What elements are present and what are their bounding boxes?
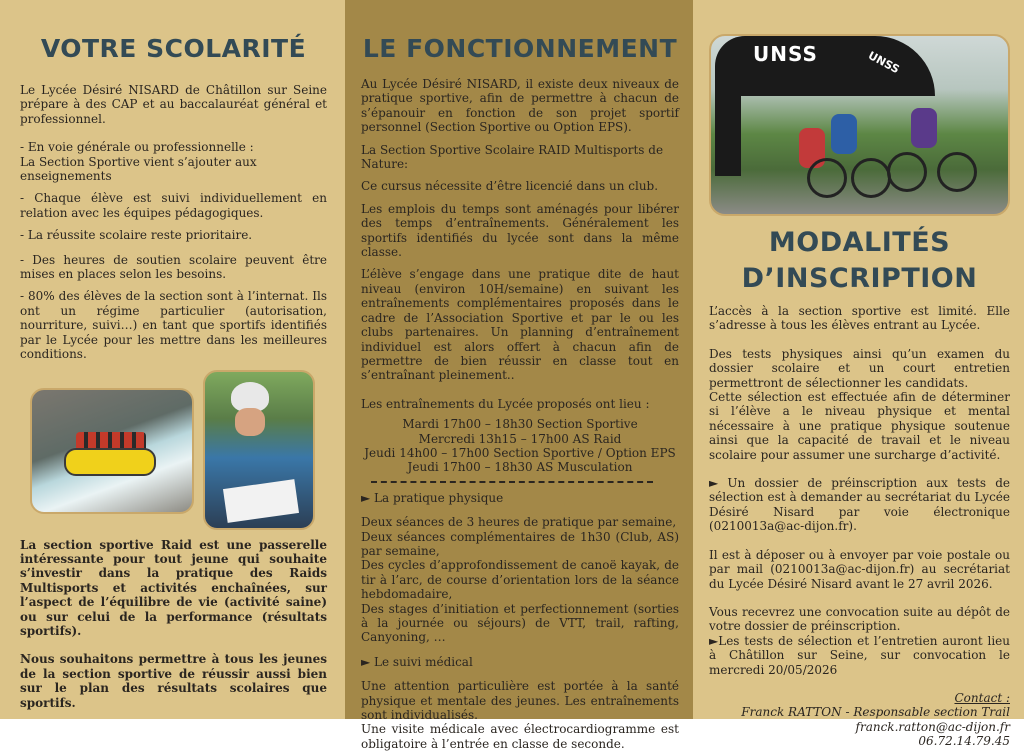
photo-group	[20, 370, 327, 528]
column-inscription	[693, 0, 1024, 749]
schedule-intro: Les entraînements du Lycée proposés ont lieu :	[361, 396, 650, 411]
section-heading: La Section Sportive Scolaire RAID Multisports de Nature:	[361, 142, 664, 172]
medical-heading: ► Le suivi médical	[361, 654, 473, 669]
bullet-reussite: - La réussite scolaire reste prioritaire.	[20, 228, 253, 243]
pratique-text: Deux séances de 3 heures de pratique par semaine, Deux séances complémentaires de 1h30 (Club, AS) par semaine, Des cycles d’approfondissement de canoë kayak, de tir à l’arc, de course d’orientation lors de la séance hebdomadaire, Des stages d’initiation et perfectionnement (sorties à la journée ou séjours) de VTT, trail, rafting, Canyoning, …	[361, 515, 679, 645]
depot-text: Il est à déposer ou à envoyer par voie postale ou par mail (0210013a@ac-dijon.fr) au secrétariat du Lycée Désiré Nisard avant le 27 avril 2026.	[709, 547, 1010, 591]
rafting-photo	[30, 388, 194, 514]
contact-email[interactable]: franck.ratton@ac-dijon.fr	[855, 719, 1010, 734]
niveaux-text: Au Lycée Désiré NISARD, il existe deux niveaux de pratique sportive, afin de permettre à chacun de s’épanouir en fonction de son projet sportif personnel (Section Sportive ou Option EPS).	[361, 77, 679, 135]
race-banner-photo	[709, 34, 1010, 216]
bullet-soutien: - Des heures de soutien scolaire peuvent être mises en places selon les besoins.	[20, 252, 327, 282]
title-inscription-2: D’INSCRIPTION	[741, 263, 978, 294]
contact-name: Franck RATTON - Responsable section Trail	[741, 705, 1010, 720]
title-scolarite: VOTRE SCOLARITÉ	[40, 34, 307, 63]
schedule-row: Mercredi 13h15 – 17h00 AS Raid	[418, 431, 622, 446]
contact-block	[709, 691, 1010, 749]
medical-text: Une attention particulière est portée à la santé physique et mentale des jeunes. Les entraînements sont individualisés. Une visite médicale avec électrocardiogramme est obligatoire à l’entrée en classe de seconde.	[361, 679, 679, 751]
title-fonctionnement: LE FONCTIONNEMENT	[362, 34, 678, 63]
unss-logo-text: UNSS	[753, 42, 818, 66]
bullet-voie-detail: La Section Sportive vient s’ajouter aux enseignements	[20, 154, 257, 184]
engagement-text: L’élève s’engage dans une pratique dite de haut niveau (environ 10H/semaine) en suivant les entraînements complémentaires proposés dans le cadre de l’Association Sportive et par le ou les clubs partenaires. Un planning d’entraînement individuel est alors offert à chacun afin de permettre de bien réussir en classe tout en s’entraînant pleinement..	[361, 267, 679, 383]
title-inscription-1: MODALITÉS	[768, 227, 951, 258]
raid-description: La section sportive Raid est une passerelle intéressante pour tout jeune qui souhaite s’investir dans la pratique des Raids Multisports et activités enchaînées, sur l’aspect de l’équilibre de vie (activité saine) ou sur celui de la performance (résultats sportifs).	[20, 537, 327, 638]
selection-text: Des tests physiques ainsi qu’un examen du dossier scolaire et un court entretien permettront de sélectionner les candidats. Cette sélection est effectuée afin de déterminer si l’élève a le niveau physique et mental nécessaire à une pratique physique soutenue ainsi que la capacité de travail et le niveau scolaire pour assumer une surcharge d’activité.	[709, 346, 1010, 462]
intro-text: Le Lycée Désiré NISARD de Châtillon sur Seine prépare à des CAP et au baccalauréat général et professionnel.	[20, 83, 327, 126]
column-scolarite	[0, 0, 345, 719]
convocation-text: Vous recevrez une convocation suite au dépôt de votre dossier de préinscription. ►Les tests de sélection et l’entretien auront lieu à Châtillon sur Seine, sur convocation le mercredi 20/05/2026	[709, 604, 1010, 677]
access-text: L’accès à la section sportive est limité. Elle s’adresse à tous les élèves entrant au Lycée.	[709, 304, 1010, 333]
pratique-heading: ► La pratique physique	[361, 490, 504, 505]
dossier-text: ► Un dossier de préinscription aux tests de sélection est à demander au secrétariat du Lycée Désiré Nisard par voie électronique (0210013a@ac-dijon.fr).	[709, 476, 1010, 534]
contact-phone: 06.72.14.79.45	[918, 734, 1010, 749]
contact-label: Contact :	[954, 690, 1010, 705]
objective-text: Nous souhaitons permettre à tous les jeunes de la section sportive de réussir aussi bien sur le plan des résultats scolaires que sportifs.	[20, 652, 327, 710]
column-fonctionnement	[345, 0, 693, 751]
orienteering-photo	[203, 370, 315, 530]
schedule-row: Jeudi 17h00 – 18h30 AS Musculation	[407, 460, 633, 475]
schedule-row: Mardi 17h00 – 18h30 Section Sportive	[402, 417, 638, 432]
emplois-text: Les emplois du temps sont aménagés pour libérer des temps d’entraînements. Généralement les sportifs identifiés du lycée sont dans la même classe.	[361, 201, 679, 260]
schedule-row: Jeudi 14h00 – 17h00 Section Sportive / Option EPS	[364, 445, 676, 460]
bullet-internat: - 80% des élèves de la section sont à l’internat. Ils ont un régime particulier (autorisation, nourriture, suivi…) en tant que sportifs identifiés par le Lycée pour les mettre dans les meilleures conditions.	[20, 289, 327, 362]
bullet-suivi: - Chaque élève est suivi individuellement en relation avec les équipes pédagogiques.	[20, 191, 327, 220]
licence-text: Ce cursus nécessite d’être licencié dans un club.	[361, 179, 659, 194]
bullet-voie: - En voie générale ou professionnelle :	[20, 140, 254, 155]
unss-logo-small: UNSS	[865, 48, 902, 77]
